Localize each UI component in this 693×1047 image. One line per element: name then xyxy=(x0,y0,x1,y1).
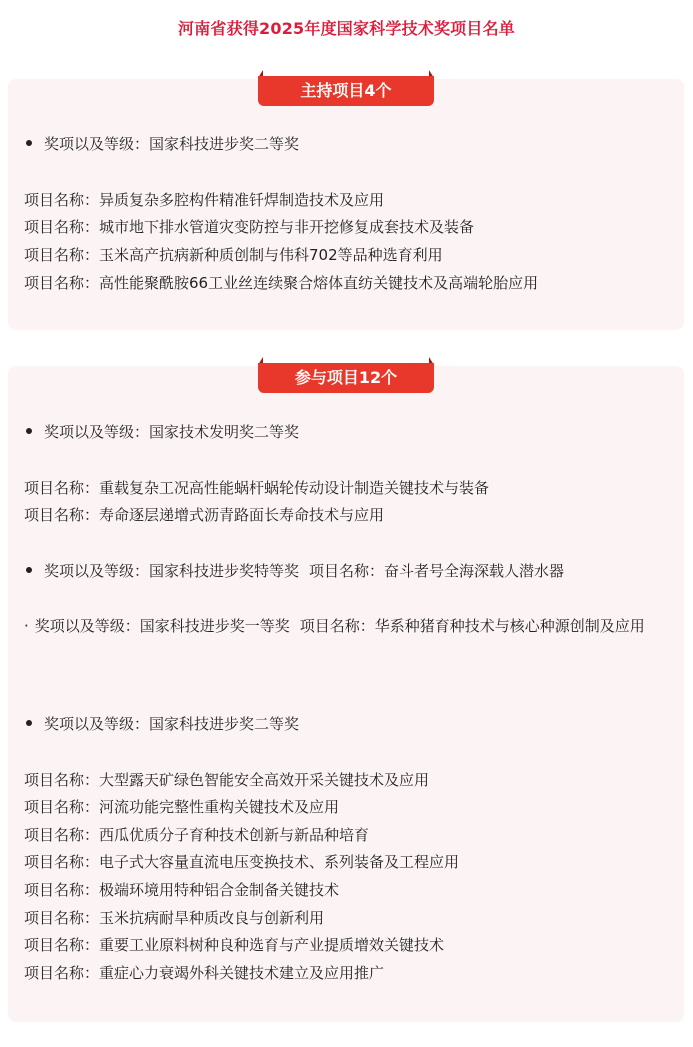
special-award-item xyxy=(24,558,674,585)
first-project-text: 项目名称：华系种猪育种技术与核心种源创制及应用 xyxy=(299,617,645,635)
invention-project-1: 项目名称：重载复杂工况高性能蜗杆蜗轮传动设计制造关键技术与装备 xyxy=(24,479,490,497)
second-project-1: 项目名称：大型露天矿绿色智能安全高效开采关键技术及应用 xyxy=(24,771,430,789)
bullet-icon xyxy=(26,720,32,726)
host-project-2: 项目名称：城市地下排水管道灾变防控与非开挖修复成套技术及装备 xyxy=(24,218,475,236)
host-award-item xyxy=(24,131,674,158)
second-project-3: 项目名称：西瓜优质分子育种技术创新与新品种培育 xyxy=(24,826,370,844)
bullet-icon xyxy=(26,567,32,573)
host-projects-ribbon xyxy=(258,70,434,106)
second-project-2: 项目名称：河流功能完整性重构关键技术及应用 xyxy=(24,798,340,816)
invention-award-text: 奖项以及等级：国家技术发明奖二等奖 xyxy=(44,423,300,441)
page-title: 河南省获得2025年度国家科学技术奖项目名单 xyxy=(178,19,515,38)
invention-award-item xyxy=(24,419,674,446)
host-award-text: 奖项以及等级：国家科技进步奖二等奖 xyxy=(44,135,300,153)
host-project-4: 项目名称：高性能聚酰胺66工业丝连续聚合熔体直纺关键技术及高端轮胎应用 xyxy=(24,274,539,292)
special-project-text: 项目名称：奋斗者号全海深载人潜水器 xyxy=(309,562,565,580)
host-project-3: 项目名称：玉米高产抗病新种质创制与伟科702等品种选育利用 xyxy=(24,246,443,264)
host-project-1: 项目名称：异质复杂多腔构件精准钎焊制造技术及应用 xyxy=(24,191,385,209)
second-project-7: 项目名称：重要工业原料树种良种选育与产业提质增效关键技术 xyxy=(24,936,445,954)
bullet-icon xyxy=(26,428,32,434)
second-award-text: 奖项以及等级：国家科技进步奖二等奖 xyxy=(44,715,300,733)
participating-projects-ribbon-label: 参与项目12个 xyxy=(258,363,434,393)
special-award-text: 奖项以及等级：国家科技进步奖特等奖 xyxy=(44,562,300,580)
first-award-marker: · xyxy=(24,617,29,635)
second-project-8: 项目名称：重症心力衰竭外科关键技术建立及应用推广 xyxy=(24,964,385,982)
host-projects-ribbon-label: 主持项目4个 xyxy=(258,76,434,106)
participating-projects-ribbon xyxy=(258,357,434,393)
second-project-5: 项目名称：极端环境用特种铝合金制备关键技术 xyxy=(24,881,340,899)
second-project-6: 项目名称：玉米抗病耐旱种质改良与创新利用 xyxy=(24,909,325,927)
invention-project-2: 项目名称：寿命逐层递增式沥青路面长寿命技术与应用 xyxy=(24,506,385,524)
second-project-4: 项目名称：电子式大容量直流电压变换技术、系列装备及工程应用 xyxy=(24,853,460,871)
first-award-text: 奖项以及等级：国家科技进步奖一等奖 xyxy=(34,617,290,635)
first-award-item xyxy=(24,613,674,640)
bullet-icon xyxy=(26,140,32,146)
second-award-item xyxy=(24,711,674,738)
